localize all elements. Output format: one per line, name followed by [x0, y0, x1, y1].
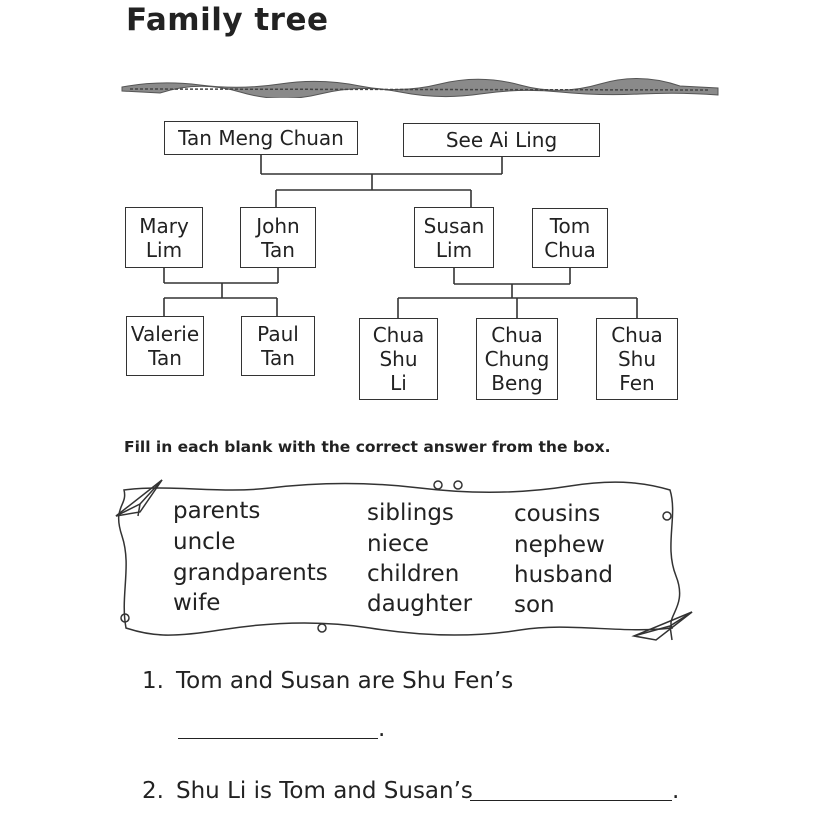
- tree-name-line: Shu: [617, 347, 657, 371]
- tree-name: See Ai Ling: [445, 128, 558, 152]
- tree-name-line: Lim: [145, 237, 183, 262]
- word-option: children: [367, 561, 460, 587]
- tree-name-line: Chua: [372, 323, 425, 347]
- tree-name-line: Lim: [435, 237, 473, 262]
- tree-name: Tan Meng Chuan: [178, 126, 344, 150]
- word-option: daughter: [367, 591, 473, 617]
- word-option: uncle: [173, 529, 236, 555]
- word-option: niece: [367, 531, 429, 557]
- tree-name-line: Chua: [491, 323, 543, 347]
- tree-name-line: Shu: [379, 347, 418, 371]
- tree-name-line: Chua: [611, 323, 663, 347]
- tree-name-line: Mary: [139, 213, 189, 238]
- question-1-end: .: [378, 716, 386, 742]
- tree-name-line: Chua: [544, 238, 596, 262]
- question-2-end: .: [672, 778, 680, 804]
- word-option: parents: [173, 498, 261, 524]
- word-option: nephew: [514, 532, 605, 558]
- page-title: Family tree: [126, 2, 329, 38]
- tree-box-chua-shu-li: [359, 318, 438, 400]
- word-option: wife: [173, 590, 221, 616]
- word-option: husband: [514, 562, 614, 588]
- question-1-answer-blank[interactable]: [178, 738, 378, 739]
- tree-box-see-ai-ling: [403, 123, 600, 157]
- tree-name-line: Fen: [619, 371, 655, 395]
- tree-box-paul-tan: [241, 316, 315, 376]
- question-2-answer-blank[interactable]: [470, 800, 672, 801]
- question-2-number: 2.: [142, 778, 164, 804]
- word-option: cousins: [514, 501, 601, 527]
- tree-name-line: Tan: [261, 346, 295, 370]
- tree-name-line: Valerie: [130, 322, 200, 346]
- tree-box-tom-chua: [532, 208, 608, 268]
- tree-box-tan-meng-chuan: [164, 121, 358, 155]
- word-option: grandparents: [173, 560, 328, 586]
- word-option: son: [514, 592, 555, 618]
- question-2-text: Shu Li is Tom and Susan’s: [176, 778, 473, 804]
- tree-name-line: Tan: [261, 237, 295, 262]
- tree-name-line: Beng: [491, 371, 543, 395]
- tree-name-line: Paul: [257, 322, 299, 346]
- tree-box-chua-shu-fen: [596, 318, 678, 400]
- tree-box-mary-lim: [125, 207, 203, 268]
- tree-name-line: John: [256, 213, 300, 238]
- tree-box-susan-lim: [414, 207, 494, 268]
- tree-name-line: Chung: [484, 347, 550, 371]
- tree-box-valerie-tan: [126, 316, 204, 376]
- question-1-number: 1.: [142, 668, 164, 694]
- tree-name-line: Susan: [423, 213, 485, 238]
- tree-name-line: Tom: [549, 214, 591, 238]
- tree-name-line: Tan: [148, 346, 182, 370]
- tree-name-line: Li: [390, 371, 407, 395]
- tree-box-john-tan: [240, 207, 316, 268]
- tree-box-chua-chung-beng: [476, 318, 558, 400]
- instruction-text: Fill in each blank with the correct answer from the box.: [124, 438, 611, 456]
- question-1-text: Tom and Susan are Shu Fen’s: [176, 668, 514, 694]
- word-option: siblings: [367, 500, 454, 526]
